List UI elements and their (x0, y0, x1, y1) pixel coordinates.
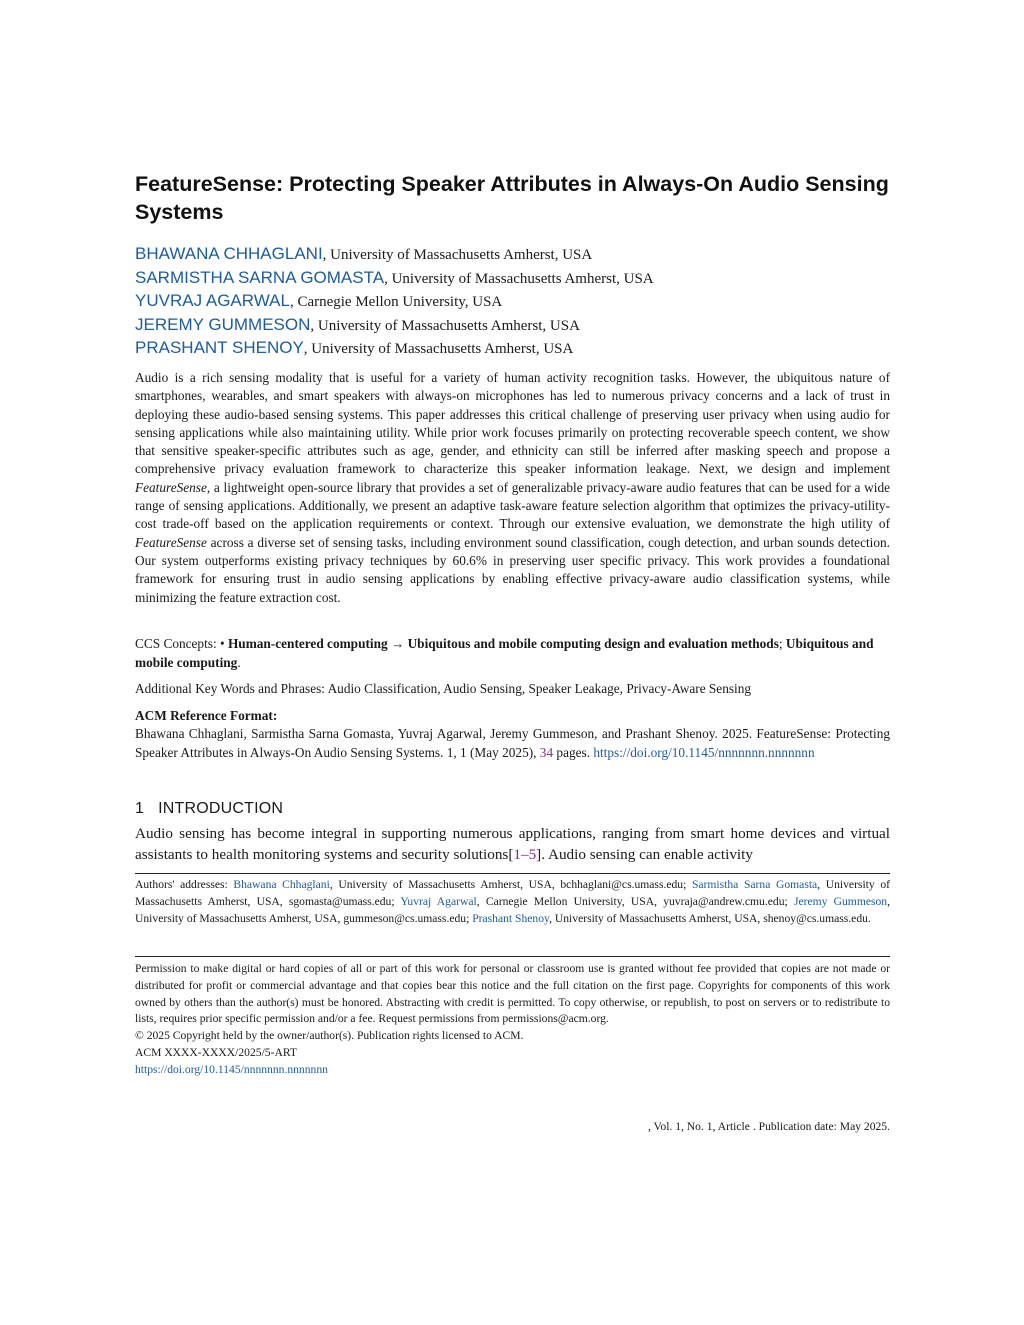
intro-text: ]. Audio sensing can enable activity (536, 845, 753, 863)
acm-reference-heading: ACM Reference Format: (135, 708, 278, 723)
introduction-paragraph (135, 824, 890, 865)
running-footer: , Vol. 1, No. 1, Article . Publication date: May 2025. (647, 1120, 890, 1133)
author-name[interactable]: SARMISTHA SARNA GOMASTA (135, 267, 385, 287)
paper-title: FeatureSense: Protecting Speaker Attributes in Always-On Audio Sensing Systems (135, 172, 889, 224)
author-entry (135, 336, 890, 360)
author-affiliation: , University of Massachusetts Amherst, USA (322, 247, 593, 263)
author-link[interactable]: Sarmistha Sarna Gomasta (691, 878, 818, 891)
abstract-text: across a diverse set of sensing tasks, including environment sound classification, cough detection, and urban sounds detection. Our system outperforms existing privacy techniques by 60.6% in preserving user specific privacy. This work provides a foundational framework for ensuring trust in audio sensing applications by enabling effective privacy-aware audio classification systems, while minimizing the feature extraction cost. (135, 534, 890, 605)
author-link[interactable]: Jeremy Gummeson (793, 894, 888, 908)
author-affiliation: , Carnegie Mellon University, USA (289, 294, 503, 310)
author-entry (135, 313, 890, 337)
keywords: Additional Key Words and Phrases: Audio Classification, Audio Sensing, Speaker Leakage, Privacy-Aware Sensing (135, 681, 752, 696)
doi-link[interactable]: https://doi.org/10.1145/nnnnnnn.nnnnnnn (135, 1062, 328, 1076)
abstract (135, 369, 890, 607)
author-name[interactable]: JEREMY GUMMESON (135, 314, 311, 334)
address-text: , University of Massachusetts Amherst, USA, shenoy@cs.umass.edu. (549, 911, 871, 925)
author-affiliation: , University of Massachusetts Amherst, USA (310, 317, 580, 334)
ccs-concepts (135, 634, 890, 672)
abstract-text: , a lightweight open-source library that provides a set of generalizable privacy-aware audio features that can be used for a wide range of sensing applications. Additionally, we present an adaptive task-aware feature selection algorithm that optimizes the privacy-utility-cost trade-off based on the application requirements or context. Through our extensive evaluation, we demonstrate the high utility of (135, 479, 890, 532)
author-affiliation: , University of Massachusetts Amherst, USA (303, 341, 574, 357)
permissions-text: Permission to make digital or hard copies of all or part of this work for personal or classroom use is granted without fee provided that copies are not made or distributed for profit or commercial advantage and that copies bear this notice and the full citation on the first page. Copyrights for components of this work owned by others than the author(s) must be honored. Abstracting with credit is permitted. To copy otherwise, or republish, to post on servers or to redistribute to lists, requires prior specific permission and/or a fee. Request permissions from permissions@acm.org. (135, 962, 890, 1026)
abstract-emphasis: FeatureSense (135, 534, 207, 550)
author-name[interactable]: YUVRAJ AGARWAL (135, 291, 290, 310)
ccs-concept: Ubiquitous and mobile computing (135, 636, 874, 670)
ccs-label: CCS Concepts: • (135, 636, 228, 651)
address-text: , University of Massachusetts Amherst, USA, bchhaglani@cs.umass.edu; (329, 878, 692, 891)
authors-addresses (135, 877, 890, 927)
ccs-end: . (237, 655, 241, 670)
author-name[interactable]: PRASHANT SHENOY (135, 338, 304, 357)
footnote-divider (135, 873, 890, 874)
acm-reference-format (135, 707, 890, 762)
section-heading-introduction (135, 798, 283, 820)
address-text: , University of Massachusetts Amherst, USA, gummeson@cs.umass.edu; (135, 894, 890, 925)
acm-reference-text: pages. (553, 744, 594, 760)
author-entry (135, 266, 890, 290)
author-link[interactable]: Yuvraj Agarwal (400, 894, 477, 908)
abstract-emphasis: FeatureSense (135, 479, 207, 495)
intro-text: Audio sensing has become integral in supporting numerous applications, ranging from smart home devices and virtual assistants to health monitoring systems and security solutions[ (135, 825, 890, 863)
page-count-link[interactable]: 34 (539, 744, 554, 760)
author-list (135, 242, 890, 360)
author-affiliation: , University of Massachusetts Amherst, USA (384, 270, 654, 287)
author-link[interactable]: Bhawana Chhaglani (233, 878, 330, 891)
ccs-separator: ; (778, 636, 786, 651)
ccs-concept: Human-centered computing → Ubiquitous and mobile computing design and evaluation methods (227, 636, 779, 651)
abstract-text: Audio is a rich sensing modality that is useful for a variety of human activity recognition tasks. However, the ubiquitous nature of smartphones, wearables, and smart speakers with always-on microphones has led to numerous privacy concerns and a lack of trust in deploying these audio-based sensing systems. This paper addresses this critical challenge of preserving user privacy when using audio for sensing applications while also maintaining utility. While prior work focuses primarily on protecting recoverable speech content, we show that sensitive speaker-specific attributes such as age, gender, and ethnicity can still be inferred after masking speech and propose a comprehensive privacy evaluation framework to characterize this speaker information leakage. Next, we design and implement (135, 370, 890, 477)
addresses-label: Authors' addresses: (135, 878, 234, 891)
author-entry (135, 242, 890, 266)
doi-link[interactable]: https://doi.org/10.1145/nnnnnnn.nnnnnnn (593, 744, 815, 760)
permissions-notice (135, 961, 890, 1079)
section-title: INTRODUCTION (158, 800, 284, 817)
permissions-divider (135, 956, 890, 957)
copyright-line: © 2025 Copyright held by the owner/author(s). Publication rights licensed to ACM. (135, 1029, 524, 1043)
section-number: 1 (135, 800, 145, 817)
author-entry (135, 289, 890, 313)
address-text: , University of Massachusetts Amherst, USA, sgomasta@umass.edu; (135, 878, 890, 908)
acm-code: ACM XXXX-XXXX/2025/5-ART (135, 1045, 297, 1059)
address-text: , Carnegie Mellon University, USA, yuvraja@andrew.cmu.edu; (476, 894, 794, 908)
author-name[interactable]: BHAWANA CHHAGLANI (135, 244, 323, 263)
acm-reference-text: Bhawana Chhaglani, Sarmistha Sarna Gomasta, Yuvraj Agarwal, Jeremy Gummeson, and Prashant Shenoy. 2025. FeatureSense: Protecting Speaker Attributes in Always-On Audio Sensing Systems. 1, 1 (May 2025), (135, 726, 890, 760)
citation-link[interactable]: 1–5 (513, 845, 537, 863)
author-link[interactable]: Prashant Shenoy (472, 911, 550, 925)
